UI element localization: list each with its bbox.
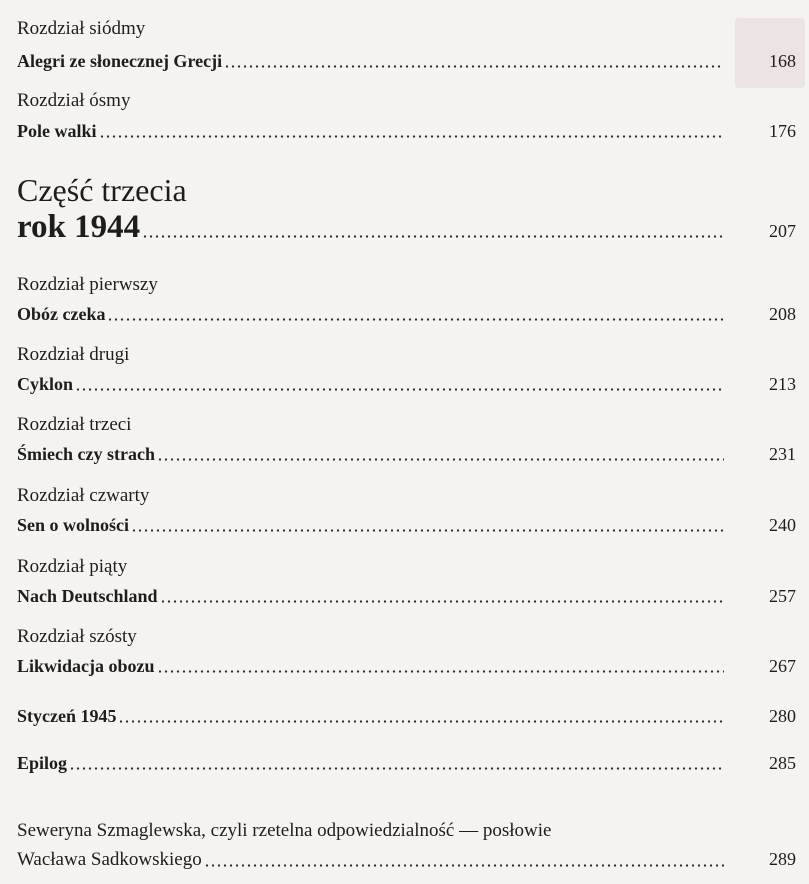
chapter-title: Likwidacja obozu <box>17 656 155 676</box>
afterword-line: Seweryna Szmaglewska, czyli rzetelna odpowiedzialność — posłowie <box>17 820 552 841</box>
chapter-title: Sen o wolności <box>17 515 130 535</box>
part-title: rok 1944 <box>17 209 141 245</box>
toc-entry[interactable] <box>17 514 796 536</box>
toc-entry[interactable] <box>17 443 796 465</box>
toc-entry[interactable] <box>17 752 796 774</box>
dot-leader <box>157 670 724 673</box>
chapter-title: Cyklon <box>17 374 74 394</box>
dot-leader <box>99 135 725 138</box>
page-number: 240 <box>769 515 796 535</box>
page-number: 257 <box>769 586 796 606</box>
page-number: 231 <box>769 444 796 464</box>
toc-entry[interactable] <box>17 655 796 677</box>
chapter-title: Pole walki <box>17 121 97 141</box>
dot-leader <box>107 318 724 321</box>
chapter-title: Alegri ze słonecznej Grecji <box>17 51 223 71</box>
page-number: 280 <box>769 706 796 726</box>
chapter-label: Rozdział czwarty <box>17 485 150 506</box>
chapter-title: Epilog <box>17 753 68 773</box>
chapter-label: Rozdział pierwszy <box>17 274 158 295</box>
page-number: 285 <box>769 753 796 773</box>
page-number: 176 <box>769 121 796 141</box>
toc-entry-afterword[interactable] <box>17 848 796 871</box>
dot-leader <box>157 458 724 461</box>
toc-entry[interactable] <box>17 705 796 727</box>
dot-leader <box>131 529 724 532</box>
chapter-label: Rozdział piąty <box>17 556 128 577</box>
part-heading: Część trzecia <box>17 172 187 208</box>
afterword-author: Wacława Sadkowskiego <box>17 849 202 870</box>
chapter-title: Nach Deutschland <box>17 586 158 606</box>
dot-leader <box>204 864 724 867</box>
chapter-label: Rozdział drugi <box>17 344 130 365</box>
page-number: 207 <box>769 221 796 241</box>
dot-leader <box>118 720 724 723</box>
dot-leader <box>160 600 724 603</box>
dot-leader <box>142 235 724 238</box>
dot-leader <box>75 388 724 391</box>
chapter-title: Styczeń 1945 <box>17 706 117 726</box>
dot-leader <box>69 767 724 770</box>
toc-entry[interactable] <box>17 585 796 607</box>
page-number: 267 <box>769 656 796 676</box>
toc-entry-part[interactable] <box>17 209 796 245</box>
page-number: 208 <box>769 304 796 324</box>
page-number: 168 <box>769 51 796 71</box>
chapter-label: Rozdział trzeci <box>17 414 132 435</box>
chapter-label: Rozdział szósty <box>17 626 137 647</box>
toc-entry[interactable] <box>17 303 796 325</box>
chapter-label: Rozdział siódmy <box>17 18 146 39</box>
page-number: 289 <box>769 849 796 869</box>
toc-entry[interactable] <box>17 373 796 395</box>
chapter-label: Rozdział ósmy <box>17 90 131 111</box>
page-number: 213 <box>769 374 796 394</box>
dot-leader <box>224 65 724 68</box>
chapter-title: Obóz czeka <box>17 304 106 324</box>
toc-entry[interactable] <box>17 50 796 72</box>
toc-entry[interactable] <box>17 120 796 142</box>
chapter-title: Śmiech czy strach <box>17 444 155 464</box>
